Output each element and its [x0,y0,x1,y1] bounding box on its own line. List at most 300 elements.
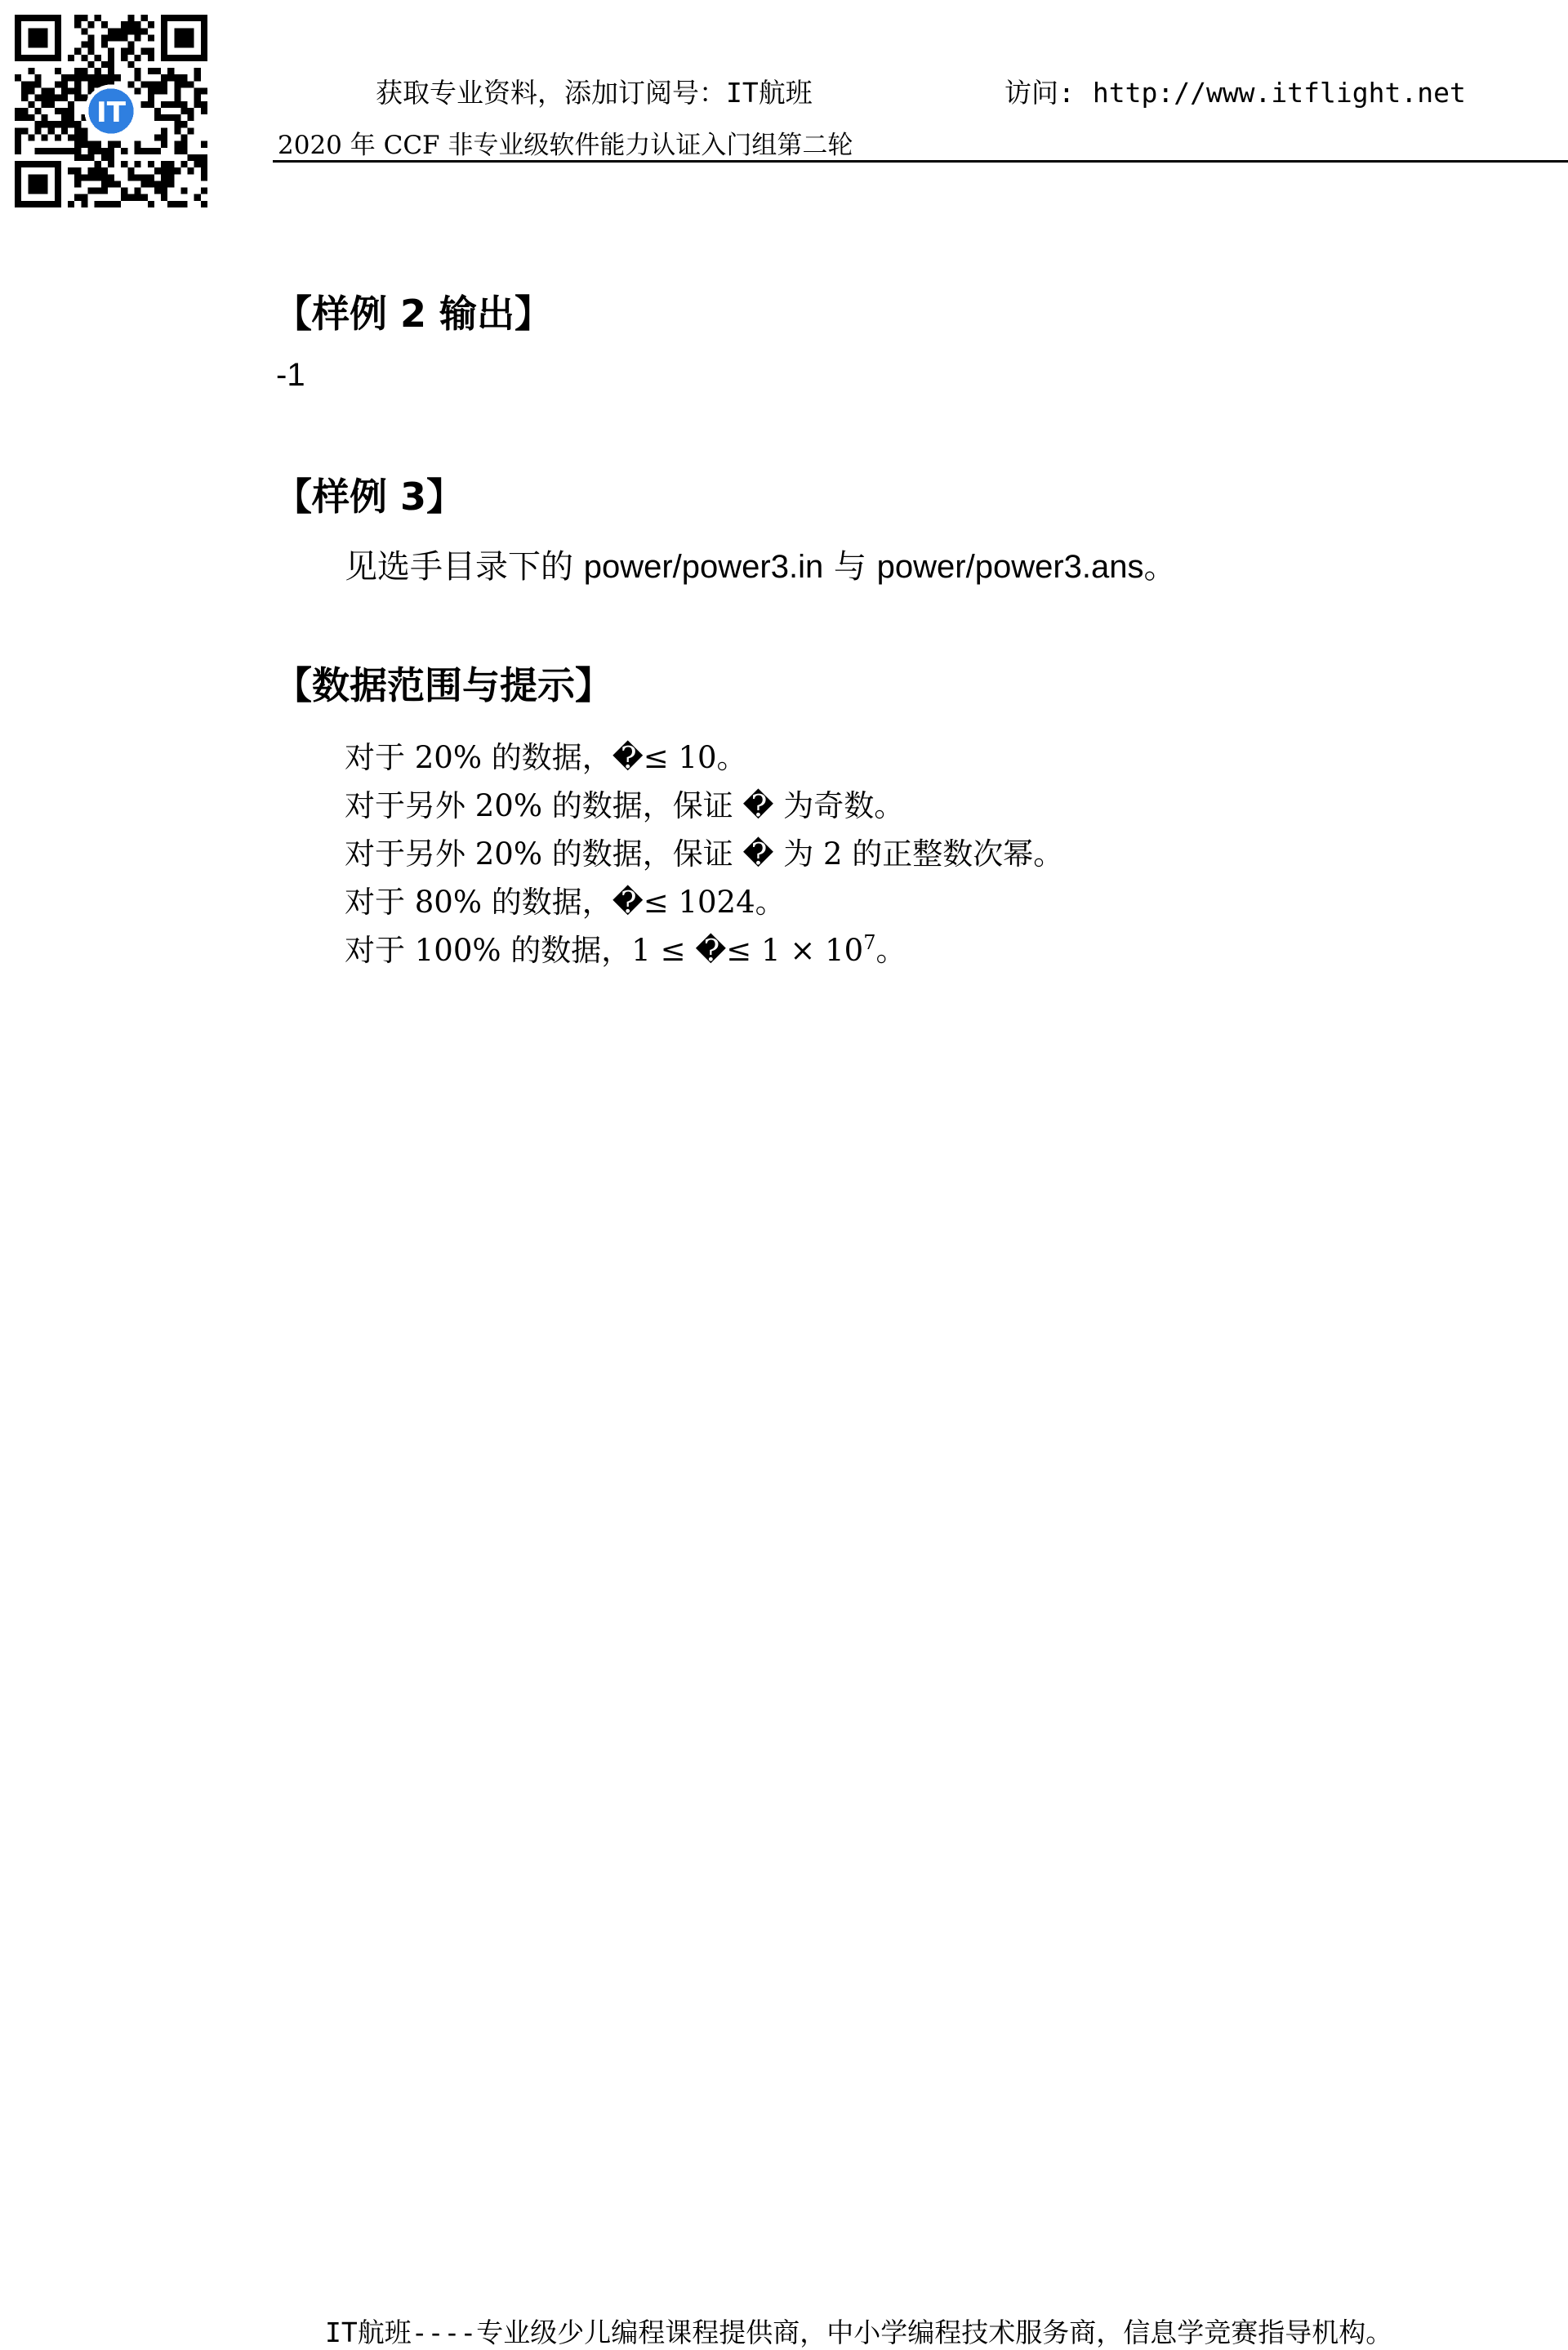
qr-module [74,167,81,174]
qr-module [154,108,161,114]
qr-module [201,141,207,148]
qr-module [188,114,194,121]
qr-module [28,81,34,87]
sample2-output-heading: 【样例 2 输出】 [274,292,553,336]
qr-module [74,121,81,127]
data-range-heading: 【数据范围与提示】 [274,663,612,707]
qr-module [127,21,134,28]
qr-module [95,55,101,61]
qr-module [61,148,68,154]
qr-module [55,121,61,127]
qr-module [167,114,174,121]
qr-module [121,21,127,28]
qr-module [95,188,101,194]
qr-module [95,174,101,181]
qr-module [88,61,95,68]
qr-module [121,194,127,201]
qr-module [28,114,34,121]
qr-module [74,148,81,154]
qr-module [21,81,28,87]
qr-module [74,74,81,81]
qr-module [127,174,134,181]
qr-module [141,48,148,55]
qr-module [180,81,187,87]
qr-module [48,127,55,134]
qr-module [48,121,55,127]
qr-module [134,161,140,167]
qr-module [108,55,114,61]
qr-module [74,181,81,187]
header-visit-label: 访问: [1004,77,1075,109]
qr-module [201,88,207,95]
qr-module [201,188,207,194]
qr-module [127,48,134,55]
qr-module [167,74,174,81]
qr-module [148,68,154,74]
qr-module [81,95,87,101]
qr-module [61,108,68,114]
qr-module [134,188,140,194]
qr-module [174,95,180,101]
footer-text: IT航班----专业级少儿编程课程提供商，中小学编程技术服务商，信息学竞赛指导机构。 [325,2317,1393,2348]
qr-module [148,21,154,28]
qr-module [95,201,101,207]
qr-module [101,201,108,207]
qr-module [81,15,87,21]
qr-module [201,201,207,207]
qr-module [81,74,87,81]
qr-module [88,34,95,41]
qr-module [88,148,95,154]
qr-module [28,68,34,74]
qr-module [15,134,21,140]
qr-module [161,74,167,81]
qr-module [42,148,48,154]
qr-module [15,127,21,134]
qr-module [127,167,134,174]
sample3-joiner: 与 [823,548,877,586]
qr-module [188,108,194,114]
qr-module [167,174,174,181]
qr-module [148,81,154,87]
qr-module [15,108,21,114]
qr-module [201,174,207,181]
qr-module [174,121,180,127]
qr-module [134,68,140,74]
qr-module [161,114,167,121]
qr-module [134,194,140,201]
qr-module [88,167,95,174]
qr-module [114,28,121,34]
qr-module [81,134,87,140]
qr-module [114,201,121,207]
qr-module [21,114,28,121]
qr-module [174,141,180,148]
qr-module [148,174,154,181]
qr-module [108,61,114,68]
qr-module [81,194,87,201]
qr-module [141,148,148,154]
sample3-prefix: 见选手目录下的 [345,548,584,586]
qr-module [68,55,74,61]
qr-module [114,181,121,187]
qr-module [21,127,28,134]
qr-module [74,48,81,55]
qr-module [34,108,41,114]
qr-module [148,101,154,108]
qr-module [161,188,167,194]
qr-module [28,134,34,140]
qr-module [81,55,87,61]
qr-module [154,81,161,87]
qr-module [161,134,167,140]
qr-module [74,21,81,28]
qr-module [68,134,74,140]
qr-module [141,174,148,181]
qr-module [81,201,87,207]
qr-module [141,28,148,34]
qr-module [95,68,101,74]
qr-module [141,181,148,187]
qr-module [108,74,114,81]
qr-module [101,167,108,174]
qr-module [180,108,187,114]
qr-module [74,15,81,21]
qr-module [15,114,21,121]
qr-module [55,68,61,74]
qr-module [127,28,134,34]
qr-module [74,81,81,87]
data-range-line: 对于另外 20% 的数据，保证 � 为 2 的正整数次幂。 [345,836,1064,872]
qr-module [174,167,180,174]
sample3-heading: 【样例 3】 [274,475,465,519]
qr-module [101,181,108,187]
qr-module [154,181,161,187]
data-range-last-exponent: 7 [863,931,876,954]
qr-module [174,148,180,154]
qr-module [74,88,81,95]
qr-module [74,141,81,148]
qr-module [148,55,154,61]
qr-module [55,95,61,101]
qr-module [154,148,161,154]
qr-module [134,88,140,95]
qr-module [127,15,134,21]
qr-module [161,174,167,181]
qr-finder-top-left [15,15,61,61]
qr-module [108,34,114,41]
qr-module [42,101,48,108]
qr-module [101,188,108,194]
qr-module [88,48,95,55]
qr-module [174,127,180,134]
qr-module [161,181,167,187]
qr-module [101,174,108,181]
qr-module [68,201,74,207]
qr-module [134,148,140,154]
qr-module [81,28,87,34]
qr-module [42,95,48,101]
qr-module [167,101,174,108]
qr-module [127,61,134,68]
qr-module [95,81,101,87]
header-subtitle: 2020 年 CCF 非专业级软件能力认证入门组第二轮 [278,131,853,160]
qr-module [48,88,55,95]
qr-module [61,121,68,127]
qr-module [121,188,127,194]
qr-module [74,154,81,161]
qr-module [108,161,114,167]
qr-module [81,42,87,48]
qr-module [148,161,154,167]
qr-module [148,201,154,207]
qr-logo-text: IT [96,96,127,130]
qr-module [74,68,81,74]
qr-module [34,148,41,154]
qr-module [108,154,114,161]
qr-module [88,74,95,81]
qr-module [148,48,154,55]
qr-module [174,74,180,81]
qr-module [154,134,161,140]
qr-module [161,141,167,148]
qr-module [134,55,140,61]
qr-module [108,148,114,154]
qr-module [88,42,95,48]
qr-module [114,34,121,41]
qr-module [154,68,161,74]
qr-module [15,141,21,148]
qr-module [180,148,187,154]
data-range-last-main: 对于 100% 的数据，1 ≤ �≤ 1 × 10 [345,933,864,968]
header-banner [376,72,1568,109]
qr-module [68,114,74,121]
qr-module [161,81,167,87]
qr-module [148,88,154,95]
data-range-line: 对于另外 20% 的数据，保证 � 为奇数。 [345,788,905,823]
qr-module [134,74,140,81]
qr-module [74,174,81,181]
qr-module [188,167,194,174]
qr-module [174,81,180,87]
qr-module [61,81,68,87]
qr-module [88,188,95,194]
qr-module [114,141,121,148]
qr-module [101,154,108,161]
qr-module [42,88,48,95]
qr-module [55,108,61,114]
qr-module [68,121,74,127]
qr-module [141,194,148,201]
qr-module [154,167,161,174]
qr-module [180,201,187,207]
qr-module [154,188,161,194]
qr-module [101,74,108,81]
qr-module [15,148,21,154]
qr-module [108,201,114,207]
qr-module [68,74,74,81]
qr-module [48,95,55,101]
qr-module [48,101,55,108]
qr-module [148,34,154,41]
qr-module [21,108,28,114]
qr-module [161,194,167,201]
qr-module [201,167,207,174]
qr-module [167,167,174,174]
qr-module [194,74,201,81]
qr-module [174,88,180,95]
qr-module [74,127,81,134]
qr-module [101,21,108,28]
qr-module [108,174,114,181]
qr-module [42,114,48,121]
qr-module [121,148,127,154]
qr-module [180,121,187,127]
qr-module [174,201,180,207]
qr-module [108,141,114,148]
sample3-input-file: power/power3.in [583,549,824,585]
qr-module [121,161,127,167]
qr-module [201,161,207,167]
qr-module [101,148,108,154]
qr-module [81,127,87,134]
qr-module [121,48,127,55]
qr-module [121,34,127,41]
qr-module [148,181,154,187]
qr-module [34,127,41,134]
qr-module [127,194,134,201]
qr-module [34,95,41,101]
qr-module [141,15,148,21]
header-visit [1004,72,1466,110]
qr-module [48,148,55,154]
data-range-line-last [345,925,906,970]
qr-module [174,114,180,121]
sample3-suffix: 。 [1143,548,1177,586]
qr-module [61,88,68,95]
sample2-output-value: -1 [276,357,305,393]
qr-module [81,68,87,74]
qr-module [167,161,174,167]
qr-module [108,28,114,34]
qr-module [194,88,201,95]
qr-module [180,161,187,167]
header-promo-text: 获取专业资料，添加订阅号：IT航班 [376,77,813,109]
qr-module [141,101,148,108]
qr-finder-bottom-left [15,161,61,207]
qr-module [74,194,81,201]
qr-module [61,114,68,121]
qr-module [95,141,101,148]
qr-module [88,174,95,181]
qr-module [95,74,101,81]
qr-module [161,161,167,167]
qr-module [34,81,41,87]
qr-module [34,121,41,127]
qr-module [95,15,101,21]
qr-module [21,88,28,95]
qr-module [101,42,108,48]
qr-module [68,88,74,95]
qr-module [81,174,87,181]
qr-module [141,81,148,87]
qr-module [148,148,154,154]
qr-module [134,21,140,28]
qr-module [34,74,41,81]
qr-module [188,81,194,87]
qr-module [95,167,101,174]
qr-module [134,174,140,181]
qr-module [180,101,187,108]
qr-module [68,167,74,174]
qr-module [95,148,101,154]
qr-module [161,127,167,134]
qr-module [201,108,207,114]
qr-module [68,101,74,108]
header-visit-url[interactable]: http://www.itflight.net [1092,77,1466,109]
qr-module [194,95,201,101]
qr-module [201,154,207,161]
data-range-line: 对于 20% 的数据，�≤ 10。 [345,740,747,775]
sample3-answer-file: power/power3.ans [876,549,1144,585]
qr-module [74,95,81,101]
qr-module [174,101,180,108]
qr-module [42,134,48,140]
qr-module [167,201,174,207]
data-range-last-end: 。 [875,933,906,968]
qr-module [114,74,121,81]
qr-module [188,154,194,161]
qr-module [154,88,161,95]
qr-module [108,181,114,187]
qr-module [81,154,87,161]
qr-module [61,74,68,81]
qr-module [88,81,95,87]
qr-module [180,188,187,194]
qr-module [108,68,114,74]
qr-module [127,42,134,48]
qr-module [194,101,201,108]
qr-module [194,194,201,201]
qr-module [121,28,127,34]
qr-module [95,161,101,167]
qr-code [15,15,207,207]
qr-module [180,134,187,140]
qr-module [108,48,114,55]
qr-module [88,154,95,161]
sample3-description [345,541,1177,587]
qr-module [134,28,140,34]
qr-module [134,141,140,148]
qr-module [88,21,95,28]
qr-module [180,74,187,81]
qr-module [167,181,174,187]
qr-module [188,127,194,134]
qr-module [194,68,201,74]
qr-module [61,127,68,134]
qr-module [55,148,61,154]
qr-module [81,141,87,148]
qr-module [101,34,108,41]
qr-module [55,81,61,87]
qr-module [121,55,127,61]
qr-finder-top-right [161,15,207,61]
qr-module [127,81,134,87]
qr-module [88,141,95,148]
qr-module [28,101,34,108]
qr-module [134,34,140,41]
qr-module [167,68,174,74]
